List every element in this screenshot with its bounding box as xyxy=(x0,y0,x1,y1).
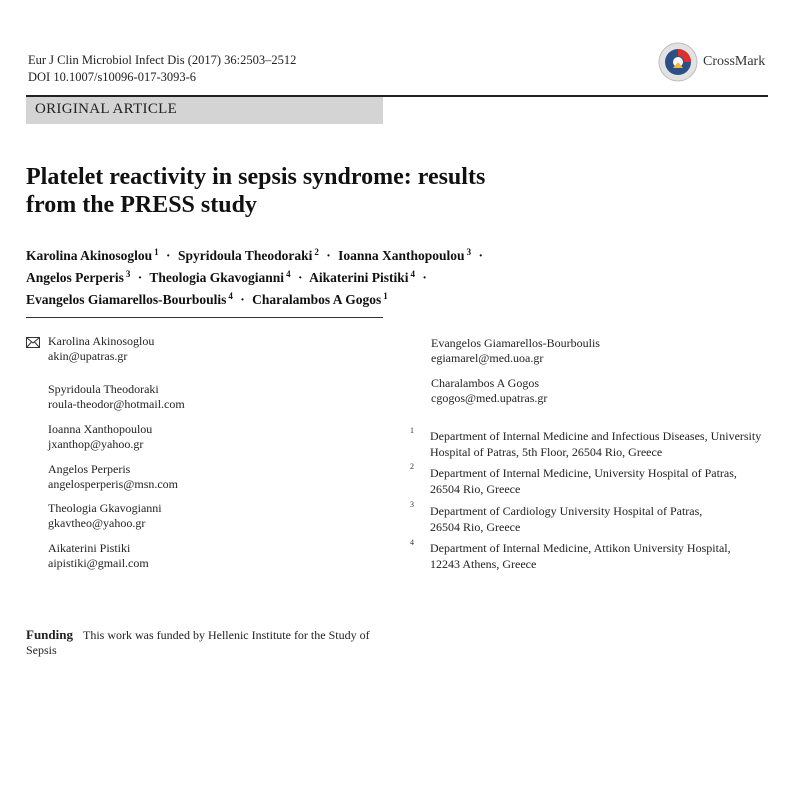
contact-email[interactable]: jxanthop@yahoo.gr xyxy=(48,437,144,451)
affiliation-number: 1 xyxy=(410,426,414,435)
author-name[interactable]: Theologia Gkavogianni xyxy=(149,270,285,285)
crossmark-badge[interactable] xyxy=(658,42,765,82)
author-affil-sup: 1 xyxy=(383,291,388,301)
author-affil-sup: 3 xyxy=(466,247,472,257)
article-type-badge xyxy=(26,97,383,124)
author-name[interactable]: Charalambos A Gogos xyxy=(252,292,382,307)
author-separator: · xyxy=(326,248,331,263)
affiliation-number: 4 xyxy=(410,538,414,547)
author-list xyxy=(26,243,586,309)
contact-entry xyxy=(48,501,162,531)
author-affil-sup: 4 xyxy=(228,291,233,301)
envelope-icon xyxy=(26,337,40,348)
contact-name: Aikaterini Pistiki xyxy=(48,541,131,555)
author-separator: · xyxy=(240,292,245,307)
contact-entry xyxy=(431,376,547,406)
author-affil-sup: 3 xyxy=(125,269,131,279)
affiliation-entry xyxy=(430,503,702,535)
author-separator: · xyxy=(137,270,143,285)
section-divider xyxy=(26,317,383,318)
funding-text: This work was funded by Hellenic Institute for the Study of xyxy=(82,628,370,642)
affiliation-number: 3 xyxy=(410,500,414,509)
doi: DOI 10.1007/s10096-017-3093-6 xyxy=(28,70,197,84)
author-affil-sup: 1 xyxy=(154,247,159,257)
contact-name: Ioanna Xanthopoulou xyxy=(48,422,153,436)
contact-entry xyxy=(431,336,600,366)
contact-entry xyxy=(48,382,185,412)
contact-entry xyxy=(48,541,149,571)
contact-name: Karolina Akinosoglou xyxy=(48,334,155,348)
affiliation-line: Hospital of Patras, 5th Floor, 26504 Rio, Greece xyxy=(430,445,663,459)
contact-name: Angelos Perperis xyxy=(48,462,131,476)
affiliation-line: 26504 Rio, Greece xyxy=(430,520,521,534)
contact-name: Evangelos Giamarellos-Bourboulis xyxy=(431,336,600,350)
contact-email[interactable]: roula-theodor@hotmail.com xyxy=(48,397,185,411)
contact-email[interactable]: aipistiki@gmail.com xyxy=(48,556,149,570)
author-affil-sup: 4 xyxy=(410,269,415,279)
funding-line-1 xyxy=(26,627,396,643)
author-line-3 xyxy=(26,287,586,309)
contact-name: Theologia Gkavogianni xyxy=(48,501,162,515)
author-separator: · xyxy=(478,248,483,263)
contact-name: Charalambos A Gogos xyxy=(431,376,539,390)
contact-email[interactable]: angelosperperis@msn.com xyxy=(48,477,179,491)
author-name[interactable]: Ioanna Xanthopoulou xyxy=(338,248,465,263)
journal-citation xyxy=(28,52,296,86)
affiliation-line: Department of Internal Medicine, University Hospital of Patras, xyxy=(430,466,737,480)
author-line-2 xyxy=(26,265,586,287)
author-name[interactable]: Karolina Akinosoglou xyxy=(26,248,153,263)
author-name[interactable]: Angelos Perperis xyxy=(26,270,124,285)
title-line-2: from the PRESS study xyxy=(26,192,257,218)
author-name[interactable]: Spyridoula Theodoraki xyxy=(177,248,313,263)
paper-title xyxy=(26,163,566,219)
affiliation-entry xyxy=(430,465,737,497)
author-name[interactable]: Aikaterini Pistiki xyxy=(309,270,409,285)
author-separator: · xyxy=(422,270,427,285)
author-separator: · xyxy=(297,270,303,285)
affiliation-line: Department of Internal Medicine, Attikon University Hospital, xyxy=(430,541,731,555)
journal-reference: Eur J Clin Microbiol Infect Dis (2017) 36:2503–2512 xyxy=(28,53,297,67)
author-affil-sup: 2 xyxy=(314,247,319,257)
affiliation-line: 26504 Rio, Greece xyxy=(430,482,521,496)
contact-email[interactable]: cgogos@med.upatras.gr xyxy=(431,391,548,405)
article-type-label: ORIGINAL ARTICLE xyxy=(35,101,178,117)
author-separator: · xyxy=(166,248,171,263)
affiliation-number: 2 xyxy=(410,462,414,471)
contact-email[interactable]: akin@upatras.gr xyxy=(48,349,128,363)
contact-name: Spyridoula Theodoraki xyxy=(48,382,159,396)
funding-label: Funding xyxy=(26,627,73,642)
affiliation-line: 12243 Athens, Greece xyxy=(430,557,537,571)
affiliation-line: Department of Internal Medicine and Infectious Diseases, University xyxy=(430,429,762,443)
title-line-1: Platelet reactivity in sepsis syndrome: results xyxy=(26,164,486,190)
funding-line-2: Sepsis xyxy=(26,643,57,657)
author-line-1 xyxy=(26,243,586,265)
contact-entry xyxy=(48,462,178,492)
affiliation-line: Department of Cardiology University Hospital of Patras, xyxy=(430,504,703,518)
crossmark-icon xyxy=(658,42,698,82)
affiliation-entry xyxy=(430,540,731,572)
funding-statement xyxy=(26,627,396,658)
contact-entry xyxy=(48,422,152,452)
author-affil-sup: 4 xyxy=(286,269,291,279)
contact-email[interactable]: gkavtheo@yahoo.gr xyxy=(48,516,146,530)
affiliation-entry xyxy=(430,428,761,460)
crossmark-label: CrossMark xyxy=(703,54,766,69)
author-name[interactable]: Evangelos Giamarellos-Bourboulis xyxy=(26,292,227,307)
contact-email[interactable]: egiamarel@med.uoa.gr xyxy=(431,351,544,365)
contact-entry xyxy=(48,334,154,364)
